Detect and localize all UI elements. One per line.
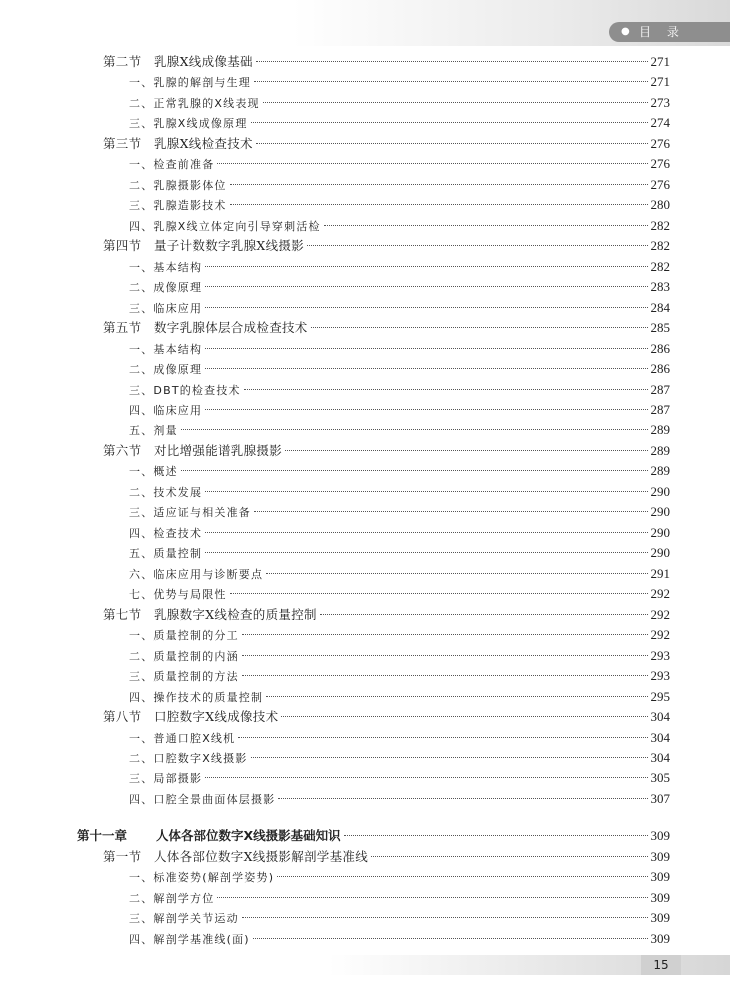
toc-page-number: 292 xyxy=(650,606,670,622)
toc-entry-text: 一、乳腺的解剖与生理 xyxy=(129,76,251,90)
toc-page-number: 307 xyxy=(650,790,670,806)
toc-entry-title xyxy=(129,278,202,298)
toc-entry-title xyxy=(129,258,202,278)
toc-page-number: 282 xyxy=(650,258,670,274)
toc-item[interactable] xyxy=(129,687,670,707)
toc-item[interactable] xyxy=(129,216,670,236)
toc-entry-label: 第六节 xyxy=(103,442,142,458)
toc-page-number: 309 xyxy=(650,848,670,864)
toc-entry-title xyxy=(77,826,341,846)
toc-entry-title xyxy=(129,667,239,687)
toc-entry-text: 六、临床应用与诊断要点 xyxy=(129,567,264,581)
toc-entry-text: 二、技术发展 xyxy=(129,485,203,499)
toc-entry-label: 第十一章 xyxy=(77,828,128,844)
dot-leader xyxy=(281,716,647,717)
toc-entry-text: 三、乳腺X线成像原理 xyxy=(129,117,248,131)
toc-entry-title xyxy=(129,94,260,114)
toc-entry-text: 三、临床应用 xyxy=(129,301,203,315)
toc-entry-title xyxy=(129,585,227,605)
dot-leader xyxy=(256,143,648,144)
toc-item[interactable] xyxy=(129,339,670,359)
toc-page-number: 309 xyxy=(650,869,670,885)
toc-entry-title xyxy=(129,401,202,421)
toc-entry-label: 第一节 xyxy=(103,848,142,864)
toc-entry-title xyxy=(103,707,278,727)
toc-entry-text: 一、概述 xyxy=(129,465,178,479)
dot-leader xyxy=(324,225,648,226)
toc-section[interactable] xyxy=(103,441,670,461)
toc-page-number: 282 xyxy=(650,238,670,254)
toc-page-number: 289 xyxy=(650,463,670,479)
dot-leader xyxy=(244,389,648,390)
toc-entry-text: 二、成像原理 xyxy=(129,363,203,377)
dot-leader xyxy=(266,573,647,574)
toc-page-number: 309 xyxy=(650,910,670,926)
toc-entry-title xyxy=(129,868,274,888)
toc-entry-title xyxy=(103,847,368,867)
dot-leader xyxy=(242,675,648,676)
toc-item[interactable] xyxy=(129,625,670,645)
dot-leader xyxy=(285,450,647,451)
dot-leader xyxy=(254,81,648,82)
toc-page-number: 293 xyxy=(650,647,670,663)
dot-leader xyxy=(254,511,648,512)
dot-leader xyxy=(238,737,647,738)
dot-leader xyxy=(344,835,648,836)
toc-entry-title xyxy=(129,930,250,950)
toc-entry-title xyxy=(129,196,227,216)
toc-page-number: 276 xyxy=(650,156,670,172)
toc-item[interactable] xyxy=(129,175,670,195)
toc-entry-text: 乳腺X线成像基础 xyxy=(154,54,253,69)
toc-entry-text: 四、检查技术 xyxy=(129,526,203,540)
dot-leader xyxy=(205,307,647,308)
toc-entry-title xyxy=(103,236,304,256)
dot-leader xyxy=(251,122,648,123)
toc-item[interactable] xyxy=(129,502,670,522)
toc-item[interactable] xyxy=(129,564,670,584)
toc-item[interactable] xyxy=(129,789,670,809)
toc-entry-text: 三、乳腺造影技术 xyxy=(129,199,227,213)
toc-item[interactable] xyxy=(129,768,670,788)
toc-entry-title xyxy=(103,52,253,72)
toc-item[interactable] xyxy=(129,195,670,215)
toc-page-number: 289 xyxy=(650,442,670,458)
toc-item[interactable] xyxy=(129,113,670,133)
toc-entry-title xyxy=(129,749,248,769)
toc-entry-title xyxy=(129,217,321,237)
toc-entry-title xyxy=(103,441,282,461)
toc-entry-text: 二、质量控制的内涵 xyxy=(129,649,239,663)
dot-leader xyxy=(205,368,647,369)
toc-item[interactable] xyxy=(129,748,670,768)
dot-leader xyxy=(205,552,647,553)
toc-item[interactable] xyxy=(129,908,670,928)
toc-entry-title xyxy=(129,769,202,789)
toc-entry-label: 第四节 xyxy=(103,238,142,254)
dot-leader xyxy=(266,696,647,697)
toc-page-number: 290 xyxy=(650,504,670,520)
toc-entry-title xyxy=(129,483,202,503)
toc-entry-label: 第三节 xyxy=(103,135,142,151)
toc-page-number: 291 xyxy=(650,565,670,581)
toc-entry-title xyxy=(129,565,263,585)
toc-item[interactable] xyxy=(129,482,670,502)
toc-page-number: 286 xyxy=(650,361,670,377)
toc-entry-text: 四、操作技术的质量控制 xyxy=(129,690,264,704)
dot-leader xyxy=(253,938,648,939)
toc-page-number: 284 xyxy=(650,299,670,315)
dot-leader xyxy=(217,163,647,164)
dot-leader xyxy=(205,491,647,492)
toc-entry-title xyxy=(129,381,241,401)
dot-leader xyxy=(242,634,648,635)
toc-item[interactable] xyxy=(129,72,670,92)
toc-entry-text: 二、乳腺摄影体位 xyxy=(129,178,227,192)
toc-entry-title xyxy=(129,688,263,708)
toc-entry-title xyxy=(129,889,214,909)
toc-page-number: 271 xyxy=(650,54,670,69)
toc-entry-text: 数字乳腺体层合成检查技术 xyxy=(154,320,308,336)
toc-item[interactable] xyxy=(129,523,670,543)
page-number: 15 xyxy=(641,955,681,975)
toc-entry-title xyxy=(129,544,202,564)
bullet-icon: ● xyxy=(621,26,630,37)
toc-page-number: 304 xyxy=(650,729,670,745)
footer-band xyxy=(0,955,730,975)
toc-entry-text: 三、解剖学关节运动 xyxy=(129,912,239,926)
toc-page-number: 292 xyxy=(650,627,670,643)
toc-entry-text: 乳腺X线检查技术 xyxy=(154,135,253,151)
toc-item[interactable] xyxy=(129,400,670,420)
toc-entry-title xyxy=(129,626,239,646)
toc-entry-text: 人体各部位数字X线摄影基础知识 xyxy=(156,828,341,844)
toc-item[interactable] xyxy=(129,154,670,174)
dot-leader xyxy=(263,102,648,103)
toc-entry-title xyxy=(129,647,239,667)
toc-item[interactable] xyxy=(129,584,670,604)
toc-page-number: 309 xyxy=(650,930,670,946)
toc-page-number: 305 xyxy=(650,770,670,786)
toc-entry-text: 口腔数字X线成像技术 xyxy=(154,709,279,725)
toc-entry-text: 五、剂量 xyxy=(129,424,178,438)
toc-page-number: 274 xyxy=(650,115,670,131)
toc-entry-text: 三、适应证与相关准备 xyxy=(129,506,251,520)
toc-page-number: 280 xyxy=(650,197,670,213)
toc-item[interactable] xyxy=(129,298,670,318)
toc-chapter[interactable] xyxy=(77,826,670,846)
toc-page-number: 290 xyxy=(650,545,670,561)
toc-entry-text: 一、标准姿势(解剖学姿势) xyxy=(129,871,275,885)
toc-item[interactable] xyxy=(129,888,670,908)
toc-item[interactable] xyxy=(129,93,670,113)
toc-page-number: 289 xyxy=(650,422,670,438)
toc-item[interactable] xyxy=(129,543,670,563)
toc-entry-label: 第二节 xyxy=(103,54,142,69)
toc-entry-title xyxy=(129,790,275,810)
toc-item[interactable] xyxy=(129,666,670,686)
dot-leader xyxy=(242,917,648,918)
toc-entry-text: 二、口腔数字X线摄影 xyxy=(129,751,248,765)
toc-entry-text: 一、基本结构 xyxy=(129,342,203,356)
toc-page-number: 287 xyxy=(650,401,670,417)
toc-entry-text: 一、基本结构 xyxy=(129,260,203,274)
dot-leader xyxy=(217,897,647,898)
toc-page-number: 293 xyxy=(650,668,670,684)
toc-page-number: 271 xyxy=(650,74,670,90)
toc-section[interactable] xyxy=(103,318,670,338)
toc-entry-text: 四、临床应用 xyxy=(129,403,203,417)
header-tab-label: 目 录 xyxy=(639,25,685,39)
dot-leader xyxy=(230,204,648,205)
toc-page-number: 276 xyxy=(650,135,670,151)
dot-leader xyxy=(205,777,647,778)
toc-entry-title xyxy=(129,421,178,441)
toc-entry-text: 人体各部位数字X线摄影解剖学基准线 xyxy=(154,848,368,864)
dot-leader xyxy=(205,409,647,410)
toc-entry-text: 一、检查前准备 xyxy=(129,158,215,172)
toc-item[interactable] xyxy=(129,728,670,748)
dot-leader xyxy=(205,286,647,287)
toc-item[interactable] xyxy=(129,420,670,440)
toc-entry-text: 二、正常乳腺的X线表现 xyxy=(129,96,260,110)
toc-entry-title xyxy=(129,462,178,482)
dot-leader xyxy=(256,61,648,62)
toc-entry-label: 第七节 xyxy=(103,606,142,622)
toc-page-number: 304 xyxy=(650,749,670,765)
toc-entry-title xyxy=(129,524,202,544)
toc-entry-text: 二、成像原理 xyxy=(129,281,203,295)
toc-entry-text: 乳腺数字X线检查的质量控制 xyxy=(154,606,317,622)
dot-leader xyxy=(242,655,648,656)
toc-item[interactable] xyxy=(129,929,670,949)
toc-entry-text: 量子计数数字乳腺X线摄影 xyxy=(154,238,304,254)
toc-entry-text: 一、普通口腔X线机 xyxy=(129,731,236,745)
toc-entry-text: 三、质量控制的方法 xyxy=(129,670,239,684)
dot-leader xyxy=(181,470,648,471)
dot-leader xyxy=(307,245,648,246)
toc-section[interactable] xyxy=(103,52,670,72)
toc-entry-label: 第八节 xyxy=(103,709,142,725)
toc-item[interactable] xyxy=(129,380,670,400)
toc-page-number: 286 xyxy=(650,340,670,356)
toc-page-number: 273 xyxy=(650,94,670,110)
toc-entry-text: 四、解剖学基准线(面) xyxy=(129,932,250,946)
toc-entry-title xyxy=(103,605,317,625)
toc-entry-text: 三、局部摄影 xyxy=(129,772,203,786)
toc-item[interactable] xyxy=(129,257,670,277)
toc-entry-text: 三、DBT的检查技术 xyxy=(129,383,241,397)
dot-leader xyxy=(181,429,648,430)
toc-entry-text: 二、解剖学方位 xyxy=(129,891,215,905)
dot-leader xyxy=(230,184,648,185)
toc-page-number: 309 xyxy=(650,828,670,844)
toc-page-number: 287 xyxy=(650,381,670,397)
toc-entry-title xyxy=(129,176,227,196)
toc-section[interactable] xyxy=(103,847,670,867)
toc-page-number: 295 xyxy=(650,688,670,704)
toc-entry-text: 四、乳腺X线立体定向引导穿刺活检 xyxy=(129,219,321,233)
toc-entry-title xyxy=(129,729,235,749)
dot-leader xyxy=(278,798,647,799)
dot-leader xyxy=(205,348,647,349)
toc-entry-text: 五、质量控制 xyxy=(129,547,203,561)
dot-leader xyxy=(205,532,647,533)
toc-page-number: 304 xyxy=(650,709,670,725)
toc-page-number: 292 xyxy=(650,586,670,602)
toc-entry-title xyxy=(103,134,253,154)
toc-entry-title xyxy=(129,503,251,523)
toc-section[interactable] xyxy=(103,605,670,625)
toc-entry-text: 对比增强能谱乳腺摄影 xyxy=(154,442,283,458)
dot-leader xyxy=(311,327,648,328)
header-tab xyxy=(609,22,730,42)
toc-entry-title xyxy=(103,318,308,338)
toc-entry-title xyxy=(129,114,248,134)
toc-entry-text: 七、优势与局限性 xyxy=(129,588,227,602)
toc-entry-label: 第五节 xyxy=(103,320,142,336)
toc-item[interactable] xyxy=(129,277,670,297)
dot-leader xyxy=(205,266,647,267)
dot-leader xyxy=(371,856,648,857)
toc-page-number: 276 xyxy=(650,176,670,192)
dot-leader xyxy=(320,614,648,615)
toc-page-number: 309 xyxy=(650,889,670,905)
toc-entry-title xyxy=(129,909,239,929)
toc-item[interactable] xyxy=(129,867,670,887)
toc-entry-title xyxy=(129,299,202,319)
toc-entry-title xyxy=(129,340,202,360)
toc-entry-text: 一、质量控制的分工 xyxy=(129,629,239,643)
dot-leader xyxy=(251,757,648,758)
toc-page-number: 290 xyxy=(650,483,670,499)
toc-page-number: 290 xyxy=(650,524,670,540)
toc-entry-text: 四、口腔全景曲面体层摄影 xyxy=(129,792,276,806)
toc-entry-title xyxy=(129,360,202,380)
toc-page-number: 285 xyxy=(650,320,670,336)
toc-section[interactable] xyxy=(103,134,670,154)
toc-item[interactable] xyxy=(129,646,670,666)
toc-item[interactable] xyxy=(129,359,670,379)
toc-entry-title xyxy=(129,155,214,175)
dot-leader xyxy=(230,593,648,594)
toc-page-number: 282 xyxy=(650,217,670,233)
toc-section[interactable] xyxy=(103,707,670,727)
toc-page-number: 283 xyxy=(650,279,670,295)
toc-section[interactable] xyxy=(103,236,670,256)
toc-item[interactable] xyxy=(129,461,670,481)
dot-leader xyxy=(277,876,647,877)
toc-entry-title xyxy=(129,73,251,93)
